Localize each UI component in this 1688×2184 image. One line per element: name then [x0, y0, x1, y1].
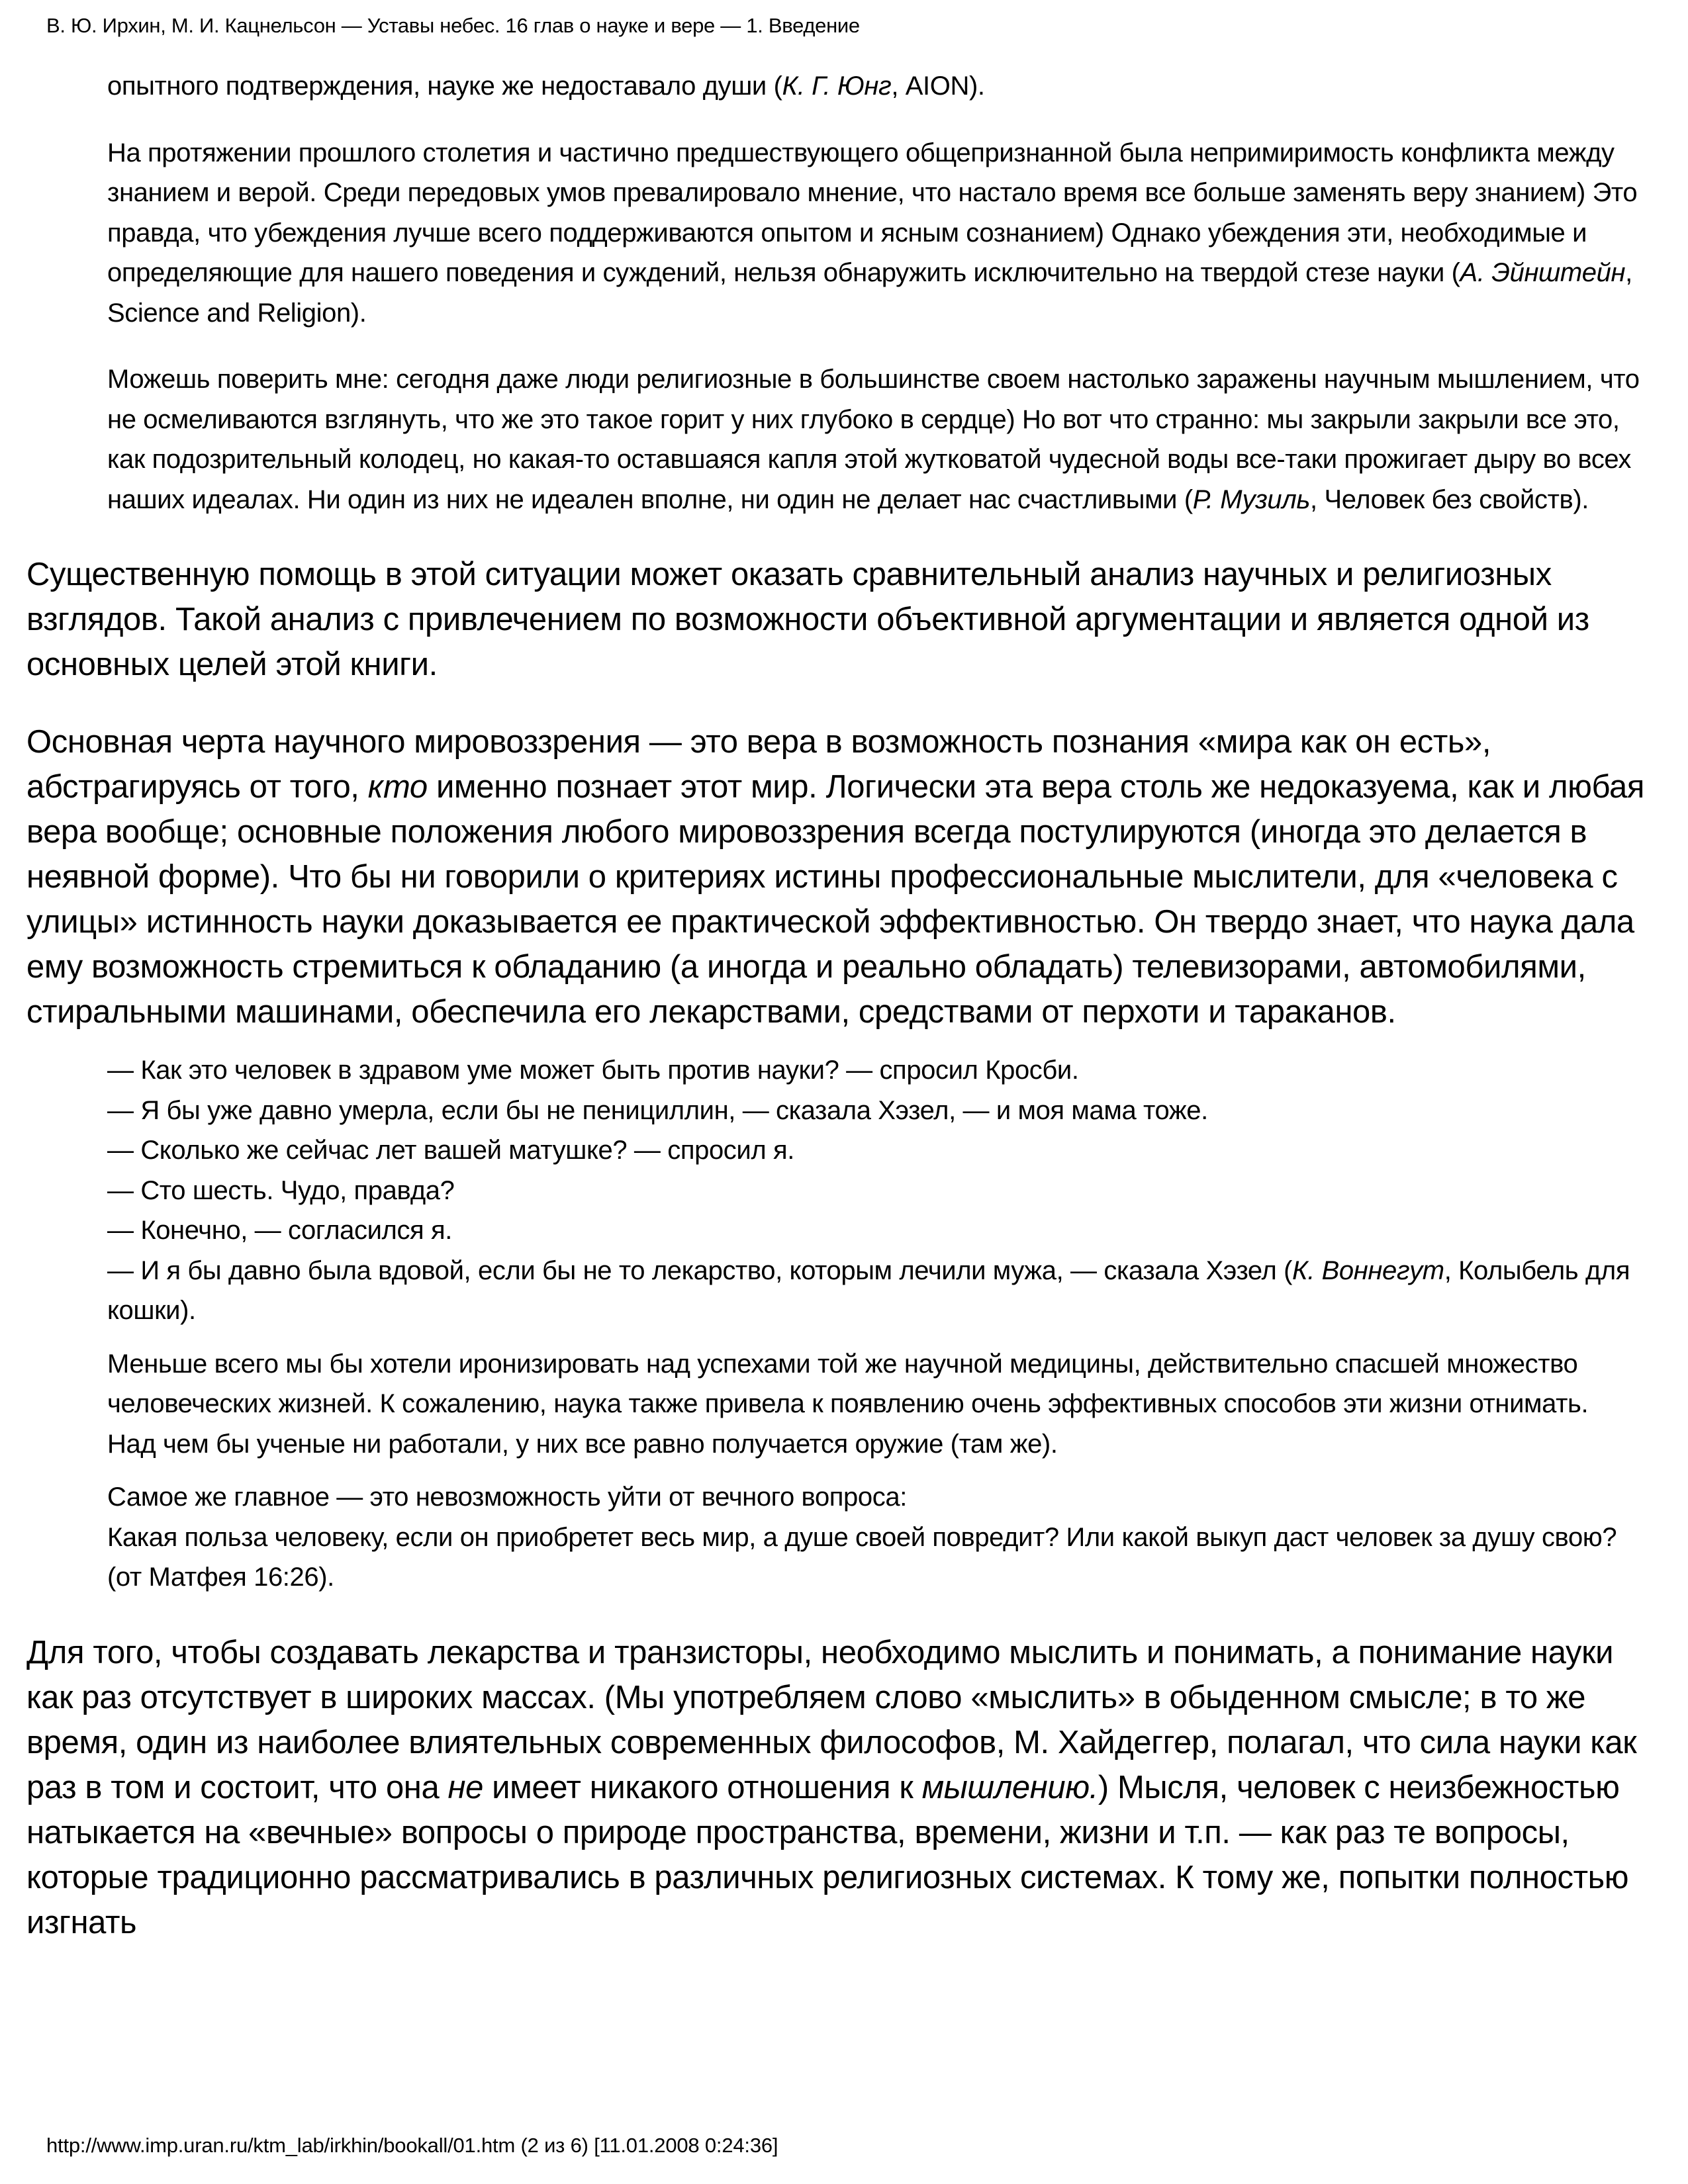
paragraph-comparative-analysis: Существенную помощь в этой ситуации может оказать сравнительный анализ научных и религиозных взглядов. Такой анализ с привлечением по возможности объективной аргументации и является одной из основных целей этой книги. — [26, 557, 1589, 682]
paragraph-text: ) Мысля, человек с неизбежностью натыкается на «вечные» вопросы о природе пространства, времени, жизни и т.п. — как раз те вопросы, которые традиционно рассматривались в различных религиозных системах. К тому же, попытки полностью изгнать — [26, 1769, 1629, 1940]
emphasis-word: мышлению. — [921, 1769, 1098, 1805]
paragraph-text: Основная черта научного мировоззрения — это вера в возможность познания «мира как он есть», абстрагируясь от того, — [26, 724, 1491, 805]
dialogue-line: — Как это человек в здравом уме может быть против науки? — спросил Кросби. — [107, 1056, 1079, 1085]
paragraph-text: имеет никакого отношения к — [483, 1769, 922, 1805]
quote-line: Самое же главное — это невозможность уйти от вечного вопроса: — [107, 1482, 907, 1512]
paragraph-scientific-worldview — [26, 719, 1662, 1034]
dialogue-line: — Конечно, — согласился я. — [107, 1216, 453, 1245]
quote-musil — [107, 359, 1650, 520]
quote-line: Меньше всего мы бы хотели иронизировать над успехами той же научной медицины, действительно спасшей множество человеческих жизней. К сожалению, наука также привела к появлению очень эффективных способов эти жизни отнимать. — [107, 1349, 1589, 1418]
quote-text: Можешь поверить мне: сегодня даже люди религиозные в большинстве своем настолько заражены научным мышлением, что не осмеливаются взглянуть, что же это такое горит у них глубоко в сердце) Но вот что странно: мы закрыли закрыли все это, как подозрительный колодец, но какая-то оставшаяся капля этой жутковатой чудесной воды все-таки прожигает дыру во всех наших идеалах. Ни один из них не идеален вполне, ни один не делает нас счастливыми ( — [107, 365, 1640, 514]
quote-source: , AION). — [891, 71, 985, 101]
quote-medicine — [107, 1344, 1650, 1465]
emphasis-word: кто — [367, 769, 428, 805]
paragraph-text: Для того, чтобы создавать лекарства и транзисторы, необходимо мыслить и понимать, а понимание науки как раз отсутствует в широких массах. (Мы употребляем слово «мыслить» в обыденном смысле; в то же время, один из наиболее влиятельных современных философов, М. Хайдеггер, полагал, что сила науки как раз в том и состоит, что она — [26, 1634, 1637, 1805]
quote-text: опытного подтверждения, науке же недоставало души ( — [107, 71, 782, 101]
quote-author: А. Эйнштейн — [1460, 258, 1626, 287]
quote-source: , Колыбель для кошки). — [107, 1255, 1630, 1325]
quote-author: К. Воннегут — [1292, 1255, 1444, 1285]
dialogue-line-last — [107, 1251, 1650, 1331]
page-content — [26, 66, 1662, 1961]
quote-source: , Science and Religion). — [107, 258, 1632, 328]
quote-eternal-question — [107, 1477, 1650, 1598]
quote-vonnegut-dialogue — [107, 1050, 1650, 1331]
quote-line: Над чем бы ученые ни работали, у них все равно получается оружие (там же). — [107, 1429, 1058, 1459]
dialogue-line: — Сколько же сейчас лет вашей матушке? — спросил я. — [107, 1136, 794, 1165]
page-footer-url: http://www.imp.uran.ru/ktm_lab/irkhin/bookall/01.htm (2 из 6) [11.01.2008 0:24:36] — [46, 2134, 778, 2157]
page-header: В. Ю. Ирхин, М. И. Кацнельсон — Уставы небес. 16 глав о науке и вере — 1. Введение — [46, 14, 860, 37]
quote-einstein — [107, 133, 1650, 334]
emphasis-word: не — [447, 1769, 483, 1805]
quote-jung — [107, 66, 1650, 107]
dialogue-text: — И я бы давно была вдовой, если бы не то лекарство, которым лечили мужа, — сказала Хэзел ( — [107, 1255, 1293, 1285]
paragraph-thinking — [26, 1630, 1662, 1945]
quote-text: На протяжении прошлого столетия и частично предшествующего общепризнанной была непримиримость конфликта между знанием и верой. Среди передовых умов превалировало мнение, что настало время все больше заменять веру знанием) Это правда, что убеждения лучше всего поддерживаются опытом и ясным сознанием) Однако убеждения эти, необходимые и определяющие для нашего поведения и суждений, нельзя обнаружить исключительно на твердой стезе науки ( — [107, 138, 1638, 287]
dialogue-line: — Сто шесть. Чудо, правда? — [107, 1175, 455, 1205]
quote-source: , Человек без свойств). — [1310, 484, 1589, 514]
quote-author: К. Г. Юнг — [782, 71, 892, 101]
paragraph-text: именно познает этот мир. Логически эта вера столь же недоказуема, как и любая вера вообще; основные положения любого мировоззрения всегда постулируются (иногда это делается в неявной форме). Что бы ни говорили о критериях истины профессиональные мыслители, для «человека с улицы» истинность науки доказывается ее практической эффективностью. Он твердо знает, что наука дала ему возможность стремиться к обладанию (а иногда и реально обладать) телевизорами, автомобилями, стиральными машинами, обеспечила его лекарствами, средствами от перхоти и тараканов. — [26, 769, 1645, 1030]
quote-author: Р. Музиль — [1192, 484, 1311, 514]
quote-line: Какая польза человеку, если он приобретет весь мир, а душе своей повредит? Или какой выкуп даст человек за душу свою? (от Матфея 16:26). — [107, 1522, 1617, 1592]
dialogue-line: — Я бы уже давно умерла, если бы не пенициллин, — сказала Хэзел, — и моя мама тоже. — [107, 1095, 1208, 1125]
